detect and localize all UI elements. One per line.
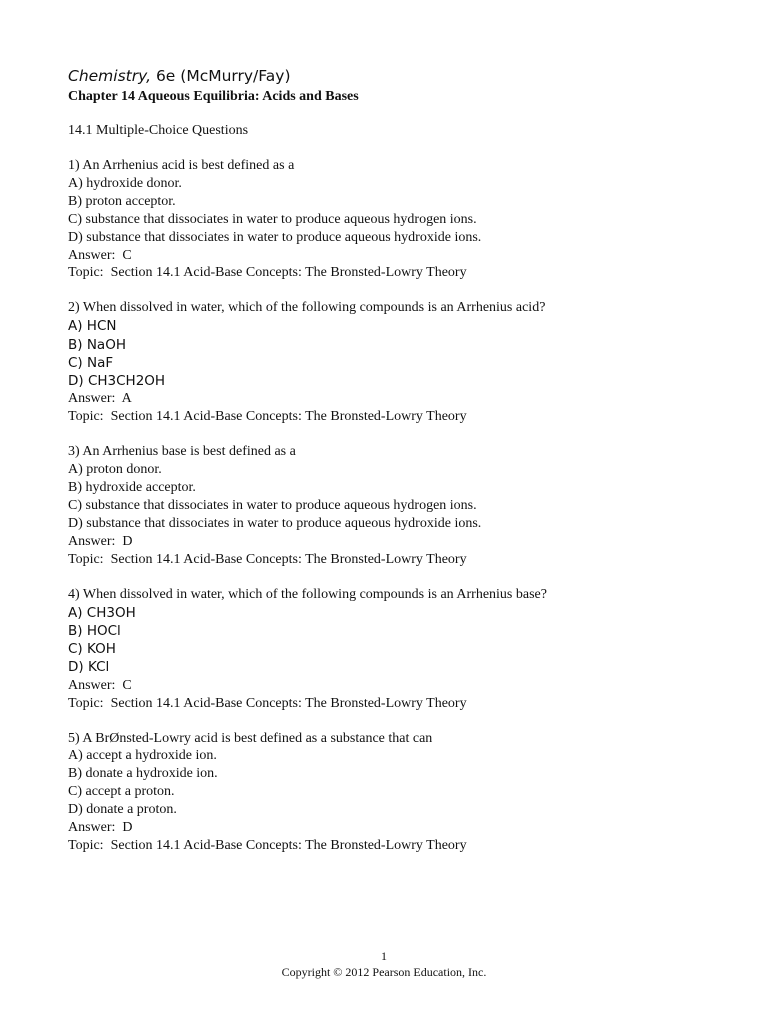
question-3 <box>68 443 708 568</box>
book-title <box>68 66 708 86</box>
choice-a: A) accept a hydroxide ion. <box>68 748 217 764</box>
topic-line: Topic: Section 14.1 Acid-Base Concepts: The Bronsted-Lowry Theory <box>68 409 467 425</box>
answer-line: Answer: C <box>68 247 132 263</box>
question-list <box>68 157 708 855</box>
choice-d: D) donate a proton. <box>68 802 177 818</box>
page-footer <box>0 948 768 980</box>
question-stem: 1) An Arrhenius acid is best defined as a <box>68 158 295 173</box>
choice-c: C) KOH <box>68 641 116 658</box>
question-stem: 3) An Arrhenius base is best defined as a <box>68 444 296 460</box>
topic-line: Topic: Section 14.1 Acid-Base Concepts: The Bronsted-Lowry Theory <box>68 551 467 567</box>
book-title-edition: 6e (McMurry/Fay) <box>151 67 291 85</box>
topic-line: Topic: Section 14.1 Acid-Base Concepts: The Bronsted-Lowry Theory <box>68 265 467 281</box>
choice-a: A) CH3OH <box>68 604 136 621</box>
choice-b: B) donate a hydroxide ion. <box>68 766 218 782</box>
choice-a: A) proton donor. <box>68 462 162 478</box>
page-number: 1 <box>381 949 387 963</box>
choice-c: C) accept a proton. <box>68 784 175 800</box>
question-stem: 4) When dissolved in water, which of the following compounds is an Arrhenius base? <box>68 586 547 602</box>
answer-line: Answer: A <box>68 391 132 407</box>
topic-line: Topic: Section 14.1 Acid-Base Concepts: The Bronsted-Lowry Theory <box>68 837 467 853</box>
answer-line: Answer: C <box>68 677 132 693</box>
choice-c: C) substance that dissociates in water to produce aqueous hydrogen ions. <box>68 211 477 227</box>
question-1 <box>68 157 708 282</box>
chapter-heading: Chapter 14 Aqueous Equilibria: Acids and Bases <box>68 89 359 104</box>
choice-d: D) substance that dissociates in water to produce aqueous hydroxide ions. <box>68 515 482 531</box>
choice-d: D) substance that dissociates in water to produce aqueous hydroxide ions. <box>68 229 482 245</box>
choice-c: C) NaF <box>68 354 114 371</box>
question-stem: 2) When dissolved in water, which of the following compounds is an Arrhenius acid? <box>68 300 546 316</box>
choice-b: B) HOCl <box>68 622 121 639</box>
choice-a: A) HCN <box>68 318 117 335</box>
choice-d: D) CH3CH2OH <box>68 373 166 390</box>
book-title-italic: Chemistry, <box>68 67 152 85</box>
question-2 <box>68 299 708 426</box>
topic-line: Topic: Section 14.1 Acid-Base Concepts: The Bronsted-Lowry Theory <box>68 695 467 711</box>
document-page <box>68 66 708 872</box>
choice-b: B) NaOH <box>68 336 126 353</box>
choice-a: A) hydroxide donor. <box>68 175 182 191</box>
choice-d: D) KCl <box>68 659 110 676</box>
choice-b: B) proton acceptor. <box>68 193 176 209</box>
question-stem: 5) A BrØnsted-Lowry acid is best defined as a substance that can <box>68 730 433 746</box>
question-4 <box>68 586 708 713</box>
answer-line: Answer: D <box>68 820 133 836</box>
choice-b: B) hydroxide acceptor. <box>68 480 196 496</box>
answer-line: Answer: D <box>68 533 133 549</box>
choice-c: C) substance that dissociates in water to produce aqueous hydrogen ions. <box>68 497 477 513</box>
question-5 <box>68 730 708 855</box>
section-heading: 14.1 Multiple-Choice Questions <box>68 123 249 138</box>
copyright-notice: Copyright © 2012 Pearson Education, Inc. <box>281 965 487 979</box>
